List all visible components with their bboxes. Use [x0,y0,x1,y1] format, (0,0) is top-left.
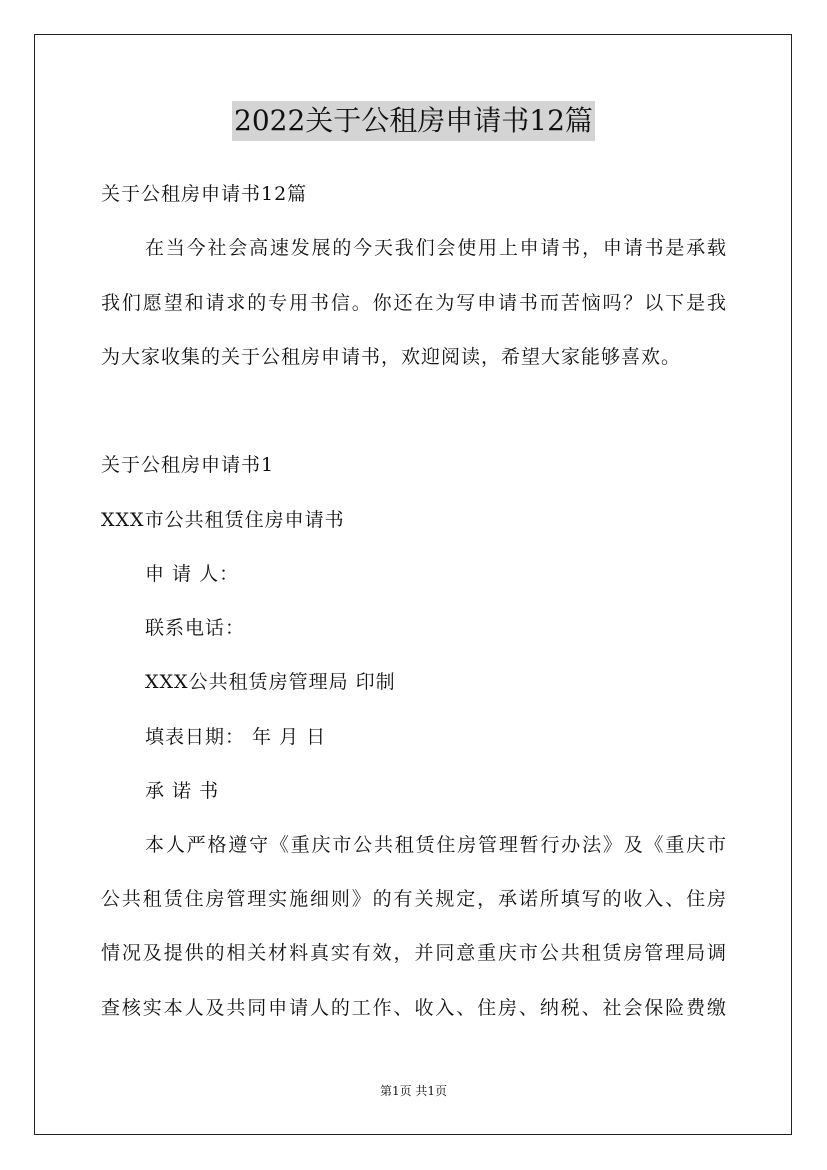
field-date: 填表日期： 年 月 日 [145,726,327,748]
pledge-line-3: 情况及提供的相关材料真实有效，并同意重庆市公共租赁房管理局调 [101,942,726,964]
document-title: 2022关于公租房申请书12篇 [232,101,595,141]
pledge-line-4: 查核实本人及共同申请人的工作、收入、住房、纳税、社会保险费缴 [101,997,726,1019]
intro-line-3: 为大家收集的关于公租房申请书，欢迎阅读，希望大家能够喜欢。 [101,346,682,368]
pledge-heading: 承 诺 书 [145,780,220,802]
intro-line-2: 我们愿望和请求的专用书信。你还在为写申请书而苦恼吗？以下是我 [101,292,726,314]
field-issuer: XXX公共租赁房管理局 印制 [145,671,396,693]
field-phone: 联系电话： [145,617,246,639]
document-subtitle: 关于公租房申请书12篇 [101,183,308,205]
intro-line-1: 在当今社会高速发展的今天我们会使用上申请书，申请书是承载 [145,237,726,259]
field-applicant: 申 请 人： [145,563,240,585]
form-title: XXX市公共租赁住房申请书 [101,509,345,531]
page-footer: 第1页 共1页 [379,1084,448,1098]
section-heading: 关于公租房申请书1 [101,454,275,476]
document-title-wrap [0,101,827,141]
pledge-line-2: 公共租赁住房管理实施细则》的有关规定，承诺所填写的收入、住房 [101,888,726,910]
pledge-line-1: 本人严格遵守《重庆市公共租赁住房管理暂行办法》及《重庆市 [145,834,726,856]
